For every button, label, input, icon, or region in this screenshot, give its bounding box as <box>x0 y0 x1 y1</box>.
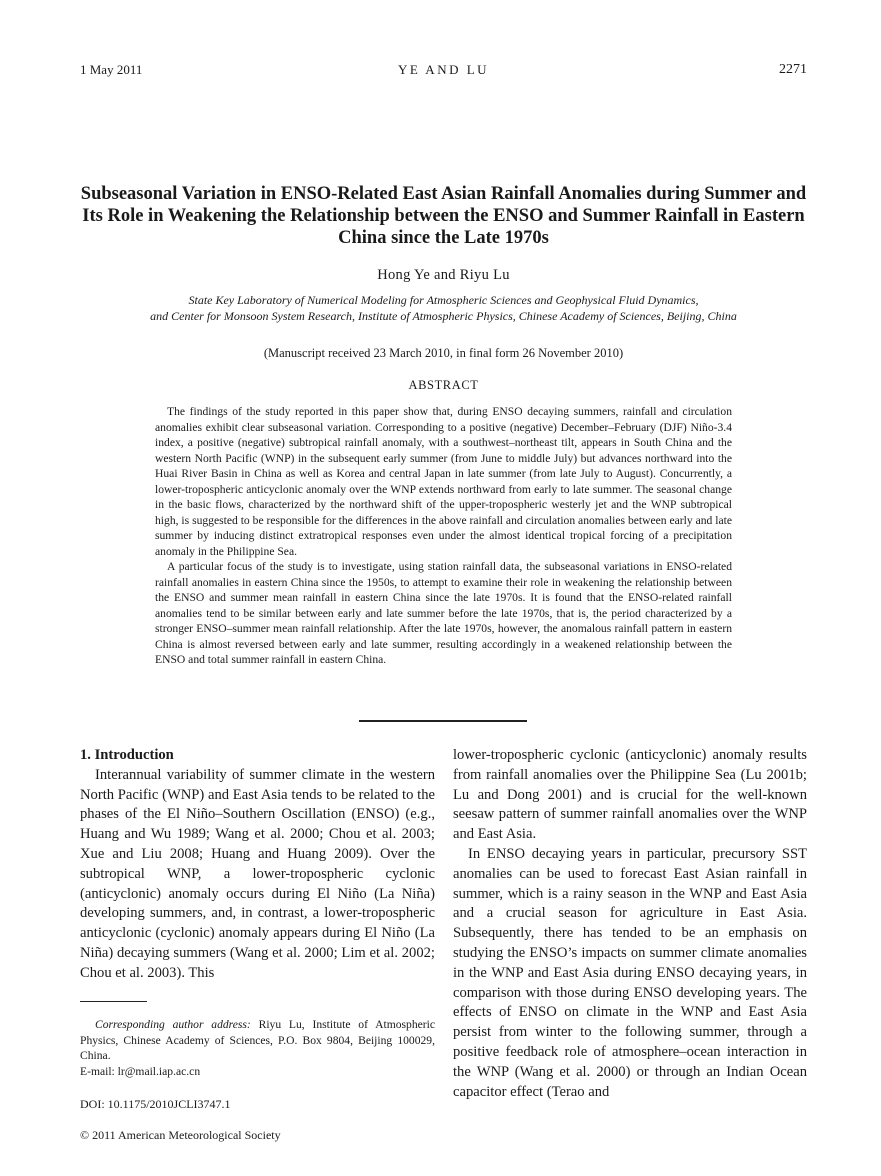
right-column <box>453 746 807 1102</box>
abstract-heading: ABSTRACT <box>408 378 479 392</box>
section-divider <box>359 720 527 722</box>
affiliation <box>60 292 827 324</box>
affiliation-line-1: State Key Laboratory of Numerical Modeling for Atmospheric Sciences and Geophysical Fluid Dynamics, <box>188 293 699 307</box>
abstract-paragraph-1: The findings of the study reported in this paper show that, during ENSO decaying summers, rainfall and circulation anomalies exhibit clear subseasonal variation. Corresponding to a positive (negative) December–February (DJF) Niño-3.4 index, a positive (negative) subtropical rainfall anomaly, with a southwest–northeast tilt, appears in South China and the western North Pacific (WNP) in the subsequent early summer (from June to middle July) but advances northward into the Huai River Basin in China as well as Korea and central Japan in late summer (from late July to August). Concurrently, a lower-tropospheric anticyclonic anomaly over the WNP extends northward from early to late summer. The seasonal change in the basic flows, characterized by the northward shift of the upper-tropospheric westerly jet and the WNP subtropical high, is suggested to be responsible for the differences in the above rainfall and circulation anomalies between early and late summer by inducing distinct extratropical responses even under the almost identical tropical forcing of a precipitation anomaly in the Philippine Sea. <box>155 405 732 558</box>
footnote-address: Riyu Lu, Institute of Atmospheric Physics, Chinese Academy of Sciences, P.O. Box 9804, Beijing 100029, China. <box>80 1018 435 1062</box>
issue-date: 1 May 2011 <box>80 62 143 77</box>
abstract-paragraph-2: A particular focus of the study is to investigate, using station rainfall data, the subseasonal variations in ENSO-related rainfall anomalies in eastern China since the 1950s, to attempt to examine their role in weakening the relationship between the ENSO and summer mean rainfall in eastern China since the late 1970s. It is found that the ENSO-related rainfall anomalies tend to be similar between early and late summer before the late 1970s, that is, the period characterized by a stronger ENSO–summer mean rainfall relationship. After the late 1970s, however, the anomalous rainfall pattern in eastern China is almost reversed between early and late summer, resulting accordingly in a weakened relationship between the ENSO and total summer rainfall in eastern China. <box>155 560 732 666</box>
intro-paragraph-1: Interannual variability of summer climate in the western North Pacific (WNP) and East Asia tends to be related to the phases of the El Niño–Southern Oscillation (ENSO) (e.g., Huang and Wu 1989; Wang et al. 2000; Chou et al. 2003; Xue and Liu 2008; Huang and Huang 2009). Over the subtropical WNP, a lower-tropospheric cyclonic (anticyclonic) anomaly occurs during El Niño (La Niña) developing summers, and, in contrast, a lower-tropospheric anticyclonic (cyclonic) anomaly appears during El Niño (La Niña) decaying summers (Wang et al. 2000; Lim et al. 2002; Chou et al. 2003). This <box>80 766 435 981</box>
page-number: 2271 <box>779 62 807 77</box>
running-head <box>80 62 807 80</box>
intro-paragraph-2: In ENSO decaying years in particular, precursory SST anomalies can be used to forecast East Asian rainfall in summer, which is a rainy season in the WNP and East Asia and a crucial season for agriculture in East Asia. Subsequently, there has tended to be an emphasis on studying the ENSO’s impacts on summer climate anomalies in the WNP and East Asia during ENSO decaying years, in comparison with those during ENSO developing years. The effects of ENSO on climate in the WNP and East Asia persist from winter to the following summer, through a positive feedback role of atmosphere–ocean interaction in the WNP (Wang et al. 2000) or through an Indian Ocean capacitor effect (Terao and <box>453 845 807 1100</box>
footnote-label: Corresponding author address: <box>95 1018 251 1031</box>
footnote-rule <box>80 1001 147 1002</box>
abstract-body <box>155 404 732 668</box>
section-heading-introduction: 1. Introduction <box>80 747 174 763</box>
intro-paragraph-1-continued: lower-tropospheric cyclonic (anticyclonic) anomaly results from rainfall anomalies over the Philippine Sea (Lu 2001b; Lu and Dong 2001) and is crucial for the well-known seesaw pattern of summer rainfall anomalies over the WNP and East Asia. <box>453 747 807 843</box>
left-column <box>80 746 435 984</box>
manuscript-dates: (Manuscript received 23 March 2010, in final form 26 November 2010) <box>263 346 624 360</box>
author-names: Hong Ye and Riyu Lu <box>377 267 510 283</box>
doi: DOI: 10.1175/2010JCLI3747.1 <box>80 1097 231 1111</box>
copyright: © 2011 American Meteorological Society <box>80 1128 281 1142</box>
affiliation-line-2: and Center for Monsoon System Research, Institute of Atmospheric Physics, Chinese Academy of Sciences, Beijing, China <box>150 309 737 323</box>
running-authors: YE AND LU <box>397 62 490 77</box>
corresponding-author-footnote <box>80 1017 435 1079</box>
footnote-email: E-mail: lr@mail.iap.ac.cn <box>80 1064 201 1078</box>
paper-title: Subseasonal Variation in ENSO-Related East Asian Rainfall Anomalies during Summer and Its Role in Weakening the Relationship between the ENSO and Summer Rainfall in Eastern China since the Late 1970s <box>80 184 807 248</box>
